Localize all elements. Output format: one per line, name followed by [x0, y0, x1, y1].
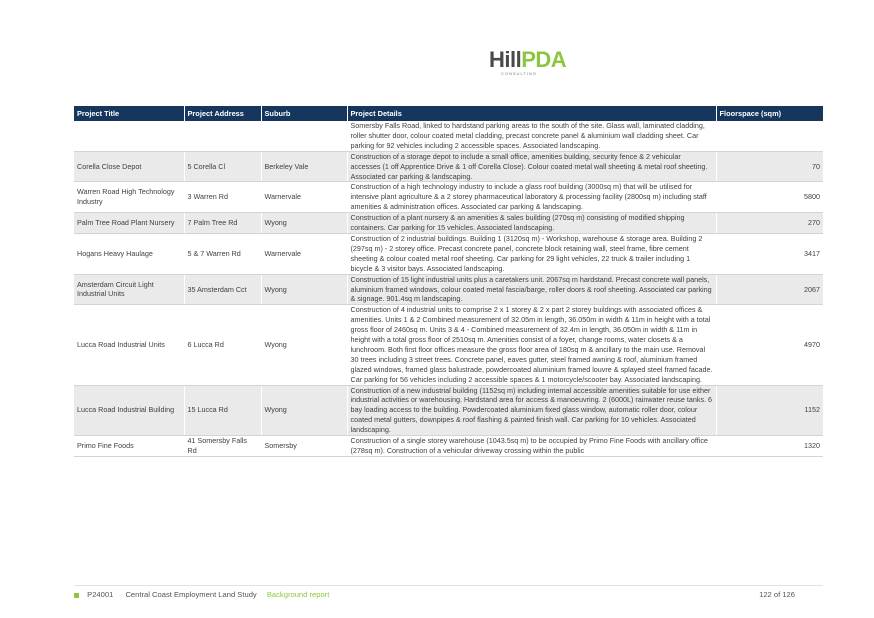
- cell-address: 41 Somersby Falls Rd: [184, 436, 261, 457]
- cell-suburb: Wyong: [261, 305, 347, 385]
- cell-floorspace: 1320: [716, 436, 823, 457]
- footer-page-number: 122 of 126: [759, 590, 795, 599]
- table-row: [74, 213, 823, 234]
- header-floorspace: Floorspace (sqm): [716, 106, 823, 121]
- cell-title: Hogans Heavy Haulage: [74, 233, 184, 274]
- cell-details: Somersby Falls Road, linked to hardstand parking areas to the south of the site. Glass wall, laminated cladding, roller shutter door, colour coated metal cladding, precast concrete panel & aluminium wall cladding sheet. Car parking for 92 vehicles including 2 accessible spaces. Associated landscaping.: [347, 121, 716, 151]
- cell-suburb: Wyong: [261, 274, 347, 305]
- cell-address: 5 & 7 Warren Rd: [184, 233, 261, 274]
- projects-table: [74, 106, 823, 457]
- cell-details: Construction of a new industrial building (1152sq m) including internal accessible amenities suitable for use either industrial activities or warehousing. Hardstand area for access & manoeuvring. 2 (6000L) rainwater reuse tanks. 6 bay loading access to the building. Powdercoated aluminium fixed glass window, automatic roller door, colour coated metal gutters, downpipes & roof flashing & painted finish wall. Car parking for 10 vehicles. Associated landscaping.: [347, 385, 716, 436]
- footer-section: Background report: [266, 590, 330, 599]
- cell-title: [74, 121, 184, 151]
- cell-floorspace: 270: [716, 213, 823, 234]
- cell-title: Lucca Road Industrial Building: [74, 385, 184, 436]
- table-row: [74, 151, 823, 182]
- table-row: [74, 436, 823, 457]
- cell-details: Construction of a high technology industry to include a glass roof building (3000sq m) that will be utilised for intensive plant agriculture & a 2 storey pharmaceutical laboratory & processing facility (2800sq m) including staff amenities & administration offices. Associated car parking & landscaping.: [347, 182, 716, 213]
- cell-suburb: Warnervale: [261, 233, 347, 274]
- cell-suburb: Wyong: [261, 213, 347, 234]
- cell-title: Palm Tree Road Plant Nursery: [74, 213, 184, 234]
- cell-title: Corella Close Depot: [74, 151, 184, 182]
- cell-title: Amsterdam Circuit Light Industrial Units: [74, 274, 184, 305]
- cell-floorspace: 5800: [716, 182, 823, 213]
- cell-details: Construction of a plant nursery & an amenities & sales building (270sq m) consisting of modified shipping containers. Car parking for 15 vehicles. Associated landscaping.: [347, 213, 716, 234]
- table-row: [74, 305, 823, 385]
- cell-details: Construction of a storage depot to include a small office, amenities building, security fence & 2 vehicular accesses (1 off Apprentice Drive & 1 off Corella Close). Colour coated metal wall sheeting & metal roof sheeting. Associated car parking & landscaping.: [347, 151, 716, 182]
- cell-details: Construction of 4 industrial units to comprise 2 x 1 storey & 2 x part 2 storey buildings with associated offices & amenities. Units 1 & 2 Combined measurement of 32.05m in length, 36.050m in width & 11m in height with a total gross floor of 2460sq m. Units 3 & 4 - Combined measurement of 32.4m in length, 36.050m in width & 11m in height with a total gross floor of 2510sq m. Amenities consist of a foyer, change rooms, water closets & a lunchroom. Both first floor offices measure the gross floor area of 180sq m & ancillary to the main use. Removal 30 trees including 3 street trees. Concrete panel, eaves gutter, steel framed awning & roof, aluminium framed glazed windows, framed glass balustrade, powdercoated aluminium framed louvre & splayed steel framed facade. Car parking for 56 vehicles including 2 accessible spaces & 1 motorcycle/scooter bay. Associated landscaping.: [347, 305, 716, 385]
- cell-title: Warren Road High Technology Industry: [74, 182, 184, 213]
- cell-floorspace: 70: [716, 151, 823, 182]
- cell-floorspace: 3417: [716, 233, 823, 274]
- cell-suburb: Somersby: [261, 436, 347, 457]
- footer-square-icon: [74, 593, 79, 598]
- table-row: [74, 233, 823, 274]
- cell-details: Construction of 15 light industrial units plus a caretakers unit. 2067sq m hardstand. Precast concrete wall panels, aluminium framed windows, colour coated metal fascia/barge, roller doors & roof sheeting. Associated car parking & signage. 901.4sq m landscaping.: [347, 274, 716, 305]
- page-footer: [74, 585, 823, 599]
- logo-subtitle: CONSULTING: [501, 71, 537, 76]
- cell-suburb: Wyong: [261, 385, 347, 436]
- cell-floorspace: 1152: [716, 385, 823, 436]
- table-row: [74, 182, 823, 213]
- footer-project-code: P24001: [87, 590, 114, 599]
- cell-title: Primo Fine Foods: [74, 436, 184, 457]
- cell-floorspace: 4970: [716, 305, 823, 385]
- cell-floorspace: [716, 121, 823, 151]
- cell-details: Construction of a single storey warehouse (1043.5sq m) to be occupied by Primo Fine Foods with ancillary office (278sq m). Construction of a vehicular driveway crossing within the public: [347, 436, 716, 457]
- header-project-title: Project Title: [74, 106, 184, 121]
- table-row: [74, 385, 823, 436]
- cell-suburb: [261, 121, 347, 151]
- cell-address: 15 Lucca Rd: [184, 385, 261, 436]
- cell-title: Lucca Road Industrial Units: [74, 305, 184, 385]
- footer-report-title: Central Coast Employment Land Study: [125, 590, 257, 599]
- cell-address: 35 Amsterdam Cct: [184, 274, 261, 305]
- table-row: [74, 121, 823, 151]
- header-suburb: Suburb: [261, 106, 347, 121]
- cell-address: 5 Corella Cl: [184, 151, 261, 182]
- table-row: [74, 274, 823, 305]
- cell-suburb: Berkeley Vale: [261, 151, 347, 182]
- cell-address: 3 Warren Rd: [184, 182, 261, 213]
- header-project-details: Project Details: [347, 106, 716, 121]
- cell-details: Construction of 2 industrial buildings. Building 1 (3120sq m) - Workshop, warehouse & storage area. Building 2 (297sq m) - 2 storey office. Precast concrete panel, concrete block retaining wall, steel frame, fibre cement sheeting & colour coated metal roof sheeting. Car parking for 29 light vehicles, 22 truck & trailer including 1 bicycle & 3 visitor bays. Associated landscaping.: [347, 233, 716, 274]
- table-header-row: [74, 106, 823, 121]
- logo-hill-text: Hill: [489, 47, 522, 72]
- cell-address: [184, 121, 261, 151]
- logo-pda-text: PDA: [521, 47, 567, 72]
- cell-floorspace: 2067: [716, 274, 823, 305]
- hillpda-logo: [489, 48, 579, 78]
- cell-address: 7 Palm Tree Rd: [184, 213, 261, 234]
- cell-suburb: Warnervale: [261, 182, 347, 213]
- header-project-address: Project Address: [184, 106, 261, 121]
- cell-address: 6 Lucca Rd: [184, 305, 261, 385]
